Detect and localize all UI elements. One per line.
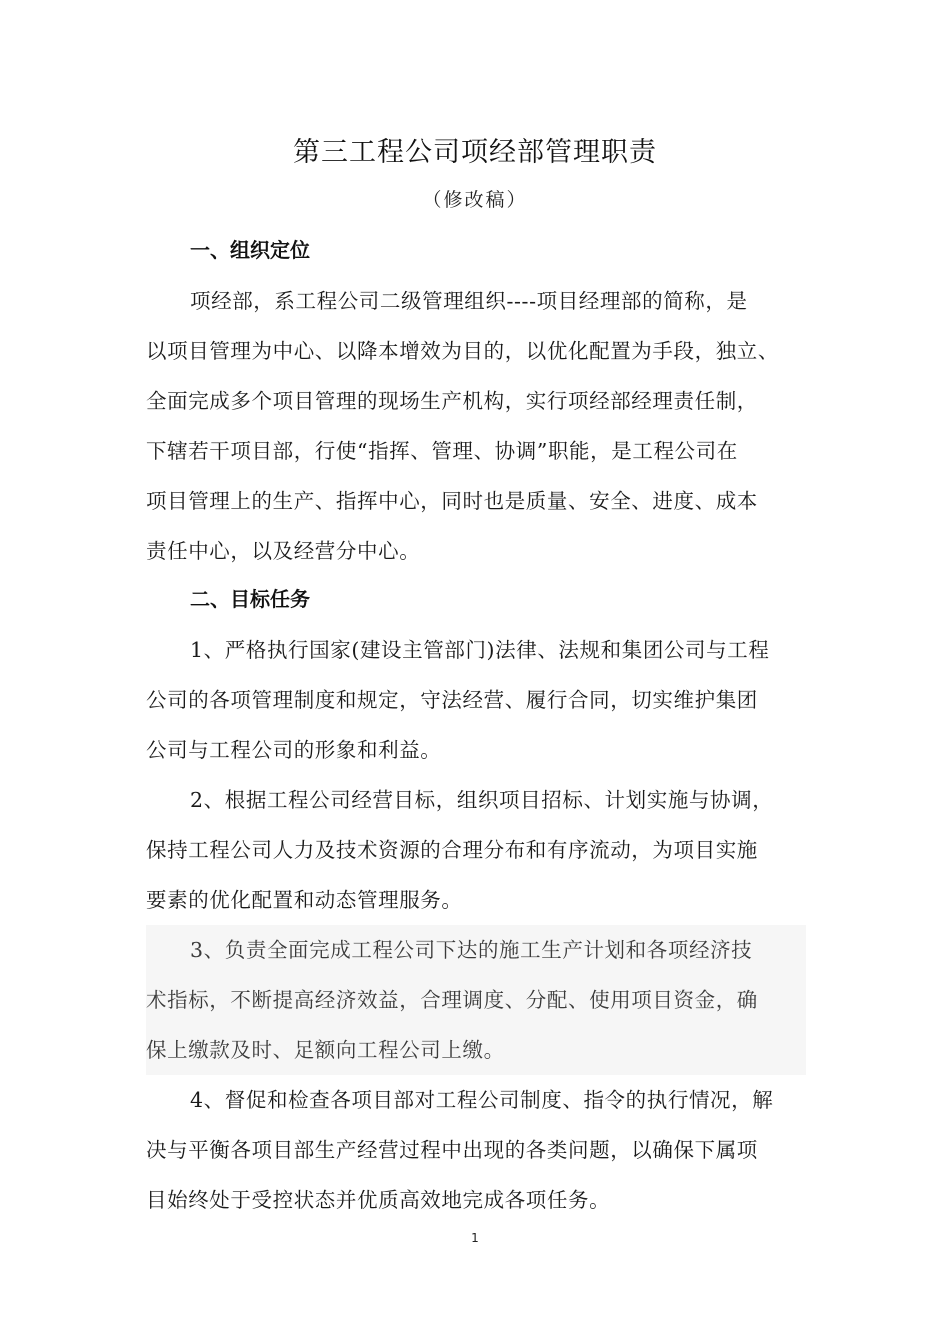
paragraph-line: 要素的优化配置和动态管理服务。 [146,888,463,912]
paragraph-objective-2 [146,775,826,925]
paragraph-line: 保持工程公司人力及技术资源的合理分布和有序流动，为项目实施 [146,838,758,862]
page-number: 1 [471,1231,479,1245]
paragraph-line: 保上缴款及时、足额向工程公司上缴。 [146,1038,505,1062]
document-title: 第三工程公司项经部管理职责 [293,137,657,168]
paragraph-organization [146,276,826,576]
paragraph-line: 术指标，不断提高经济效益，合理调度、分配、使用项目资金，确 [146,988,758,1012]
paragraph-objective-1 [146,625,826,775]
paragraph-line: 目始终处于受控状态并优质高效地完成各项任务。 [146,1188,611,1212]
paragraph-line: 2、根据工程公司经营目标，组织项目招标、计划实施与协调， [190,788,774,812]
paragraph-line: 全面完成多个项目管理的现场生产机构，实行项经部经理责任制， [146,389,758,413]
document-subtitle: （修改稿） [422,189,528,211]
paragraph-line: 公司与工程公司的形象和利益。 [146,738,442,762]
paragraph-objective-4 [146,1075,826,1225]
paragraph-objective-3 [146,925,806,1075]
paragraph-line: 公司的各项管理制度和规定，守法经营、履行合同，切实维护集团 [146,688,758,712]
paragraph-line: 决与平衡各项目部生产经营过程中出现的各类问题，以确保下属项 [146,1138,758,1162]
paragraph-line: 以项目管理为中心、以降本增效为目的，以优化配置为手段，独立、 [146,339,779,363]
paragraph-line: 1、严格执行国家(建设主管部门)法律、法规和集团公司与工程 [190,638,770,662]
paragraph-line: 4、督促和检查各项目部对工程公司制度、指令的执行情况，解 [190,1088,774,1112]
paragraph-line: 3、负责全面完成工程公司下达的施工生产计划和各项经济技 [190,938,753,962]
paragraph-line: 项经部，系工程公司二级管理组织----项目经理部的简称，是 [190,289,748,313]
section-heading-objectives: 二、目标任务 [190,587,310,611]
section-heading-organization: 一、组织定位 [190,238,310,262]
paragraph-line: 项目管理上的生产、指挥中心，同时也是质量、安全、进度、成本 [146,489,758,513]
paragraph-line: 下辖若干项目部，行使“指挥、管理、协调”职能，是工程公司在 [146,439,738,463]
paragraph-line: 责任中心，以及经营分中心。 [146,539,421,563]
